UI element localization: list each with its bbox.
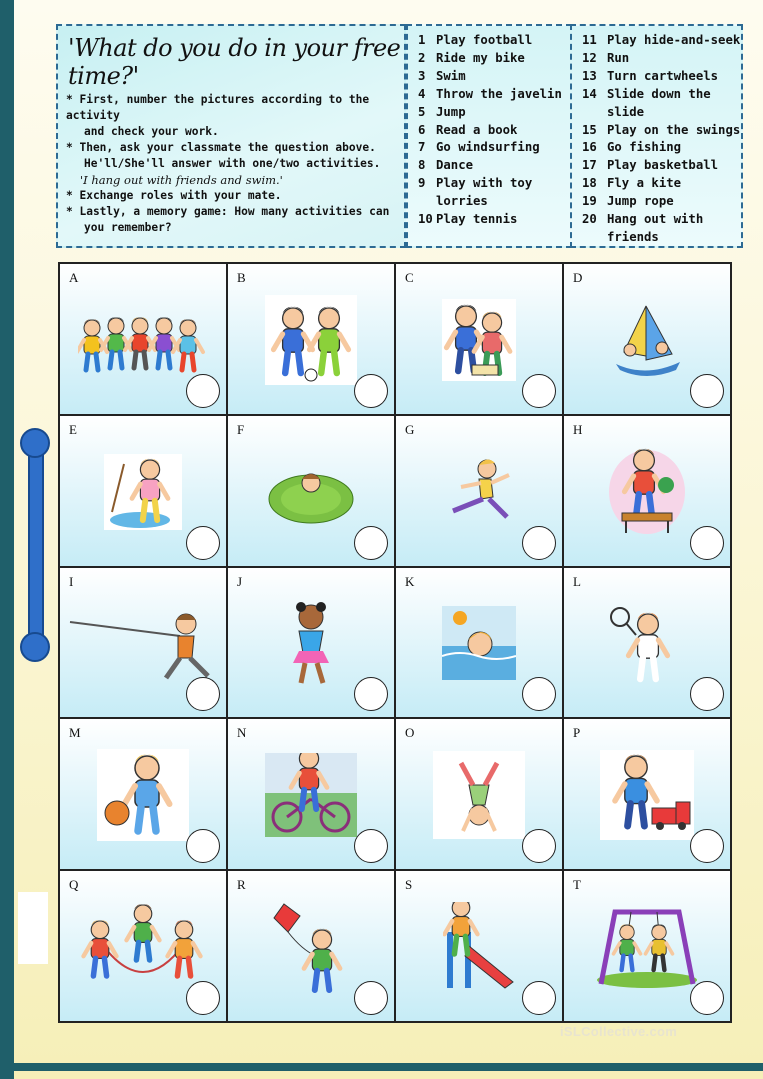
activity-number: 20 xyxy=(582,212,597,227)
activity-item xyxy=(582,122,741,140)
jump-rope-icon xyxy=(78,904,208,994)
instruction-line: * Exchange roles with your mate. xyxy=(66,189,282,202)
fishing-icon xyxy=(104,454,182,534)
activity-label: Jump rope xyxy=(607,194,674,209)
instruction-example: 'I hang out with friends and swim.' xyxy=(80,173,283,187)
activity-number: 1 xyxy=(418,33,426,47)
watermark: iSLCollective.com xyxy=(560,1024,678,1039)
picture-cell xyxy=(59,263,227,415)
activity-label: Turn cartwheels xyxy=(607,68,719,83)
picture-letter: S xyxy=(405,877,413,893)
picture-letter: H xyxy=(573,421,583,437)
activity-label: Play hide-and-seek xyxy=(607,33,741,47)
activity-number: 9 xyxy=(418,176,426,191)
instruction-line: * Lastly, a memory game: How many activities can xyxy=(66,205,390,218)
activity-label: Hang out with friends xyxy=(607,212,704,244)
activity-item xyxy=(582,86,741,122)
worksheet-title: 'What do you do in your free time?' xyxy=(68,34,401,90)
activity-number: 3 xyxy=(418,68,426,83)
picture-cell xyxy=(395,263,563,415)
picture-cell xyxy=(395,415,563,567)
cartwheel-icon xyxy=(433,751,525,843)
answer-circle[interactable] xyxy=(522,526,556,560)
picture-letter: N xyxy=(237,725,247,741)
activity-number: 8 xyxy=(418,158,426,173)
running-icon xyxy=(431,453,527,535)
activity-number: 17 xyxy=(582,158,597,173)
activity-label: Dance xyxy=(436,158,474,173)
activity-label: Fly a kite xyxy=(607,176,682,191)
slide-icon xyxy=(443,902,515,996)
picture-letter: O xyxy=(405,725,415,741)
basketball-icon xyxy=(97,749,189,845)
activity-label: Go windsurfing xyxy=(436,140,540,155)
picture-cell xyxy=(59,718,227,870)
activity-number: 11 xyxy=(582,33,597,47)
picture-letter: R xyxy=(237,877,246,893)
binder-ring-top xyxy=(20,428,50,458)
picture-cell xyxy=(395,718,563,870)
picture-letter: J xyxy=(237,573,243,589)
activity-number: 14 xyxy=(582,86,597,101)
answer-circle[interactable] xyxy=(690,829,724,863)
answer-circle[interactable] xyxy=(690,677,724,711)
picture-cell xyxy=(59,567,227,719)
answer-circle[interactable] xyxy=(354,374,388,408)
page-frame-bottom xyxy=(0,1063,763,1071)
activity-item xyxy=(418,104,570,122)
activity-label: Play tennis xyxy=(436,212,518,227)
picture-letter: F xyxy=(237,421,245,437)
activity-number: 10 xyxy=(418,212,433,227)
activity-number: 19 xyxy=(582,194,597,209)
instruction-line: He'll/She'll answer with one/two activities. xyxy=(84,157,381,170)
picture-cell xyxy=(395,567,563,719)
answer-circle[interactable] xyxy=(522,829,556,863)
picture-letter: A xyxy=(69,270,79,285)
answer-circle[interactable] xyxy=(186,829,220,863)
activity-number: 16 xyxy=(582,140,597,155)
activity-number: 12 xyxy=(582,50,597,65)
activity-number: 18 xyxy=(582,176,597,191)
activity-number: 5 xyxy=(418,104,426,119)
picture-cell xyxy=(227,870,395,1022)
answer-circle[interactable] xyxy=(186,526,220,560)
answer-circle[interactable] xyxy=(690,526,724,560)
picture-cell xyxy=(563,870,731,1022)
instruction-line: you remember? xyxy=(84,221,172,234)
picture-cell xyxy=(227,567,395,719)
picture-grid xyxy=(58,262,732,1023)
picture-letter: Q xyxy=(69,877,79,893)
activity-label: Run xyxy=(607,50,630,65)
football-icon xyxy=(265,295,357,389)
picture-cell xyxy=(227,263,395,415)
answer-circle[interactable] xyxy=(186,374,220,408)
picture-cell xyxy=(563,567,731,719)
activity-item xyxy=(418,211,570,229)
dancing-icon xyxy=(279,597,343,693)
instruction-line: * First, number the pictures according to the activity xyxy=(66,93,370,122)
windsurfing-icon xyxy=(610,300,684,384)
instruction-line: * Then, ask your classmate the question above. xyxy=(66,141,376,154)
activity-item xyxy=(418,68,570,86)
picture-letter: C xyxy=(405,270,414,285)
picture-cell xyxy=(395,870,563,1022)
tennis-icon xyxy=(608,601,686,689)
activity-item xyxy=(418,157,570,175)
activity-number: 13 xyxy=(582,68,597,83)
picture-cell xyxy=(563,263,731,415)
picture-letter: D xyxy=(573,270,583,285)
answer-circle[interactable] xyxy=(186,677,220,711)
activity-item xyxy=(582,50,741,68)
side-tab xyxy=(18,892,48,964)
page-frame-left xyxy=(0,0,14,1079)
answer-circle[interactable] xyxy=(354,829,388,863)
swimming-icon xyxy=(442,606,516,684)
activity-label: Play basketball xyxy=(607,158,719,173)
activity-number: 4 xyxy=(418,86,426,101)
picture-letter: L xyxy=(573,573,581,589)
activity-number: 15 xyxy=(582,122,597,137)
picture-cell xyxy=(563,415,731,567)
activity-list-11-20 xyxy=(570,24,743,248)
answer-circle[interactable] xyxy=(186,981,220,1015)
activity-item xyxy=(418,175,570,211)
activity-item xyxy=(582,175,741,193)
picture-cell xyxy=(59,870,227,1022)
activity-label: Play on the swings xyxy=(607,122,741,137)
activity-label: Swim xyxy=(436,68,466,83)
picture-letter: P xyxy=(573,725,581,741)
activity-number: 2 xyxy=(418,50,426,65)
reading-book-icon xyxy=(442,299,516,385)
answer-circle[interactable] xyxy=(354,677,388,711)
binder-ring-bottom xyxy=(20,632,50,662)
activity-label: Throw the javelin xyxy=(436,86,562,101)
picture-letter: B xyxy=(237,270,246,285)
activity-item xyxy=(418,139,570,157)
instruction-line: and check your work. xyxy=(84,125,219,138)
activity-label: Slide down the slide xyxy=(607,86,711,119)
activity-label: Go fishing xyxy=(607,140,682,155)
friends-group-icon xyxy=(78,300,208,384)
answer-circle[interactable] xyxy=(354,526,388,560)
picture-cell xyxy=(563,718,731,870)
activity-item xyxy=(582,211,741,247)
activity-label: Ride my bike xyxy=(436,50,525,65)
picture-letter: E xyxy=(69,421,77,437)
answer-circle[interactable] xyxy=(354,981,388,1015)
picture-letter: T xyxy=(573,877,581,893)
intro-box xyxy=(56,24,406,248)
answer-circle[interactable] xyxy=(690,374,724,408)
hide-and-seek-icon xyxy=(265,457,357,531)
picture-letter: I xyxy=(69,573,74,589)
activity-item xyxy=(582,32,741,50)
activity-list-1-10 xyxy=(406,24,572,248)
picture-cell xyxy=(227,718,395,870)
activity-item xyxy=(418,86,570,104)
answer-circle[interactable] xyxy=(522,677,556,711)
activity-label: Read a book xyxy=(436,122,518,137)
javelin-icon xyxy=(68,600,218,690)
activity-item xyxy=(582,193,741,211)
instructions xyxy=(66,92,396,236)
binder-bar xyxy=(28,440,44,654)
activity-item xyxy=(418,32,570,50)
swings-icon xyxy=(595,906,699,992)
activity-label: Play with toy lorries xyxy=(436,176,533,209)
activity-item xyxy=(582,157,741,175)
activity-label: Play football xyxy=(436,33,533,47)
activity-item xyxy=(582,68,741,86)
answer-circle[interactable] xyxy=(522,981,556,1015)
activity-number: 6 xyxy=(418,122,426,137)
picture-letter: K xyxy=(405,573,415,589)
picture-cell xyxy=(227,415,395,567)
activity-label: Jump xyxy=(436,104,466,119)
activity-item xyxy=(418,122,570,140)
activity-number: 7 xyxy=(418,140,426,155)
kite-icon xyxy=(268,900,354,998)
answer-circle[interactable] xyxy=(690,981,724,1015)
jumping-hurdle-icon xyxy=(606,447,688,541)
toy-lorry-icon xyxy=(600,750,694,844)
activity-item xyxy=(582,139,741,157)
picture-letter: M xyxy=(69,725,81,741)
picture-cell xyxy=(59,415,227,567)
activity-item xyxy=(418,50,570,68)
answer-circle[interactable] xyxy=(522,374,556,408)
bike-icon xyxy=(265,753,357,841)
picture-letter: G xyxy=(405,421,415,437)
